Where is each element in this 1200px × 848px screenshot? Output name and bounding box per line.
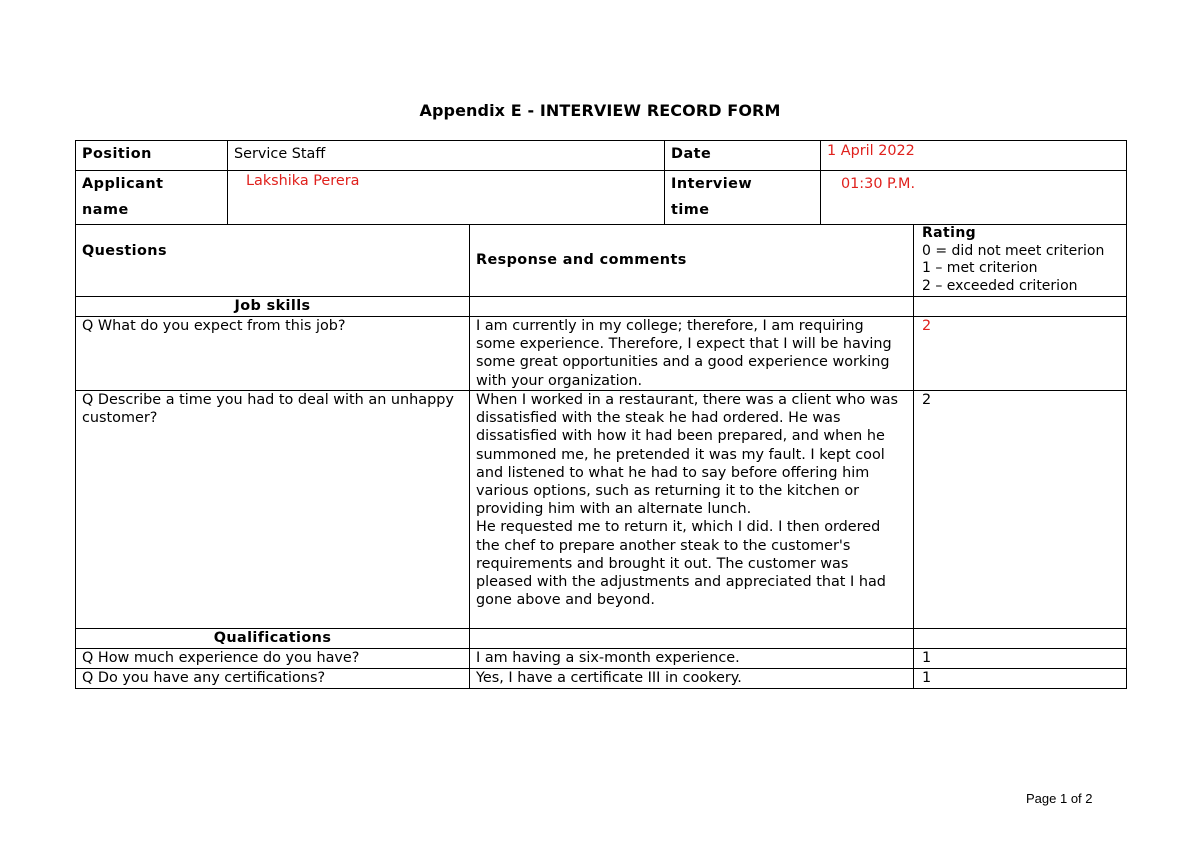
response-cell: I am currently in my college; therefore, I am requiring some experience. Therefore, I expect that I will be having some great opportunities and a good experience working with your organization. — [470, 317, 914, 391]
response-paragraph: When I worked in a restaurant, there was a client who was dissatisfied with the steak he had ordered. He was dissatisfied with how it had been prepared, and when he summoned me, he pretended it was my fault. I kept cool and listened to what he had to say before offering him various options, such as returning it to the kitchen or providing him with an alternate lunch. — [476, 392, 899, 518]
position-label: Position — [76, 141, 228, 171]
empty-cell — [470, 629, 914, 649]
applicant-label-line-2: name — [82, 202, 129, 218]
table-row — [76, 317, 1127, 391]
response-cell: Yes, I have a certificate III in cookery. — [470, 669, 914, 689]
question-cell: Q How much experience do you have? — [76, 649, 470, 669]
date-label: Date — [665, 141, 821, 171]
questions-header: Questions — [76, 225, 470, 297]
interview-time-label — [665, 171, 821, 225]
question-cell: Q What do you expect from this job? — [76, 317, 470, 391]
section-title-job-skills: Job skills — [76, 297, 470, 317]
rating-legend-1: 1 – met criterion — [922, 260, 1038, 276]
empty-cell — [914, 297, 1127, 317]
applicant-name-label — [76, 171, 228, 225]
empty-cell — [914, 629, 1127, 649]
question-cell: Q Do you have any certifications? — [76, 669, 470, 689]
rating-title: Rating — [922, 225, 977, 241]
page-number: Page 1 of 2 — [1026, 791, 1093, 806]
rating-legend-2: 2 – exceeded criterion — [922, 277, 1078, 294]
rating-legend-0: 0 = did not meet criterion — [922, 242, 1105, 259]
date-value: 1 April 2022 — [821, 141, 1127, 171]
applicant-label-line-1: Applicant — [82, 176, 164, 192]
rating-cell: 2 — [914, 317, 1127, 391]
applicant-row — [76, 171, 1127, 225]
rating-cell: 1 — [914, 669, 1127, 689]
response-paragraph: He requested me to return it, which I did. I then ordered the chef to prepare another steak to the customer's requirements and brought it out. The customer was pleased with the adjustments and appreciated that I had gone above and beyond. — [476, 519, 886, 609]
section-row-job-skills — [76, 297, 1127, 317]
rating-cell: 1 — [914, 649, 1127, 669]
applicant-name-value: Lakshika Perera — [228, 171, 665, 225]
response-cell — [470, 391, 914, 629]
time-label-line-1: Interview — [671, 176, 753, 192]
question-cell: Q Describe a time you had to deal with an unhappy customer? — [76, 391, 470, 629]
empty-cell — [470, 297, 914, 317]
section-title-qualifications: Qualifications — [76, 629, 470, 649]
interview-details-table — [75, 140, 1127, 225]
table-row — [76, 649, 1127, 669]
response-header: Response and comments — [470, 225, 914, 297]
response-cell: I am having a six-month experience. — [470, 649, 914, 669]
rating-header — [914, 225, 1127, 297]
table-row — [76, 669, 1127, 689]
section-row-qualifications — [76, 629, 1127, 649]
interview-time-value: 01:30 P.M. — [821, 171, 1127, 225]
page-title: Appendix E - INTERVIEW RECORD FORM — [419, 101, 781, 120]
position-row — [76, 141, 1127, 171]
time-label-line-2: time — [671, 202, 710, 218]
rating-cell: 2 — [914, 391, 1127, 629]
table-row — [76, 391, 1127, 629]
position-value: Service Staff — [228, 141, 665, 171]
column-header-row — [76, 225, 1127, 297]
questions-table — [75, 224, 1127, 689]
